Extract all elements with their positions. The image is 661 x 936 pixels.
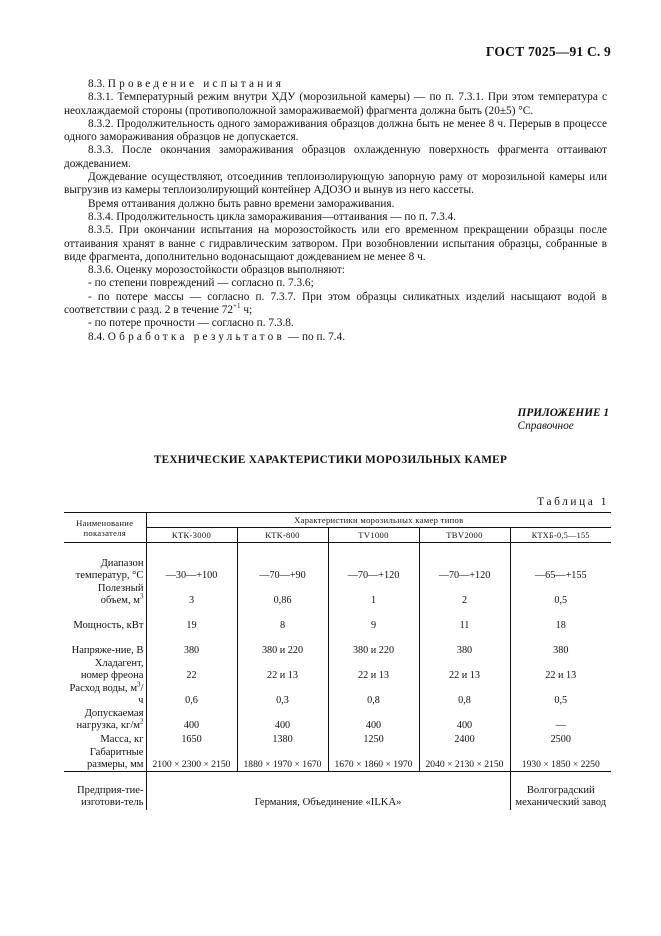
row-label: Напряже-ние, В [71,644,144,656]
table-cell: 1650 [146,732,237,746]
paragraph-damage: - по степени повреждений — согласно п. 7.3.6; [88,277,314,290]
table-cell: 3 [146,582,237,607]
table-cell: —70—+90 [237,543,328,583]
spaced-heading: Обработка результатов [107,330,285,343]
table-cell: 400 [146,707,237,732]
table-cell: 22 и 13 [510,657,611,682]
spaced-heading: Проведение испытания [107,78,285,90]
row-label: Хладагент, номер фреона [80,657,144,681]
appendix-title: ПРИЛОЖЕНИЕ 1 [517,407,609,419]
table-cell: 22 и 13 [419,657,510,682]
table-cell: 380 [146,632,237,657]
table-cell: 18 [510,607,611,632]
paragraph-8-3-5: 8.3.5. При окончании испытания на морозостойкость или его временном прекращении образцы после оттаивания хранят в ванне с гидравлическим затвором. При возобновлении испытания образцы, собранные в виде фрагмента, дополнительно водонасыщают дождеванием не менее 8 ч. [64,224,607,263]
table-cell: — [510,707,611,732]
table-cell: 22 и 13 [237,657,328,682]
paragraph-8-4: 8.4. Обработка результатов — по п. 7.4. [88,330,346,343]
row-label: Полезный объем, $м^3$ [97,582,144,606]
paragraph-rain: Дождевание осуществляют, отсоединив теплоизолирующую запорную раму от морозильной камеры или выгрузив из камеры теплоизолирующий контейнер АДОЗО и вынув из него кассеты. [64,171,607,197]
table-cell: 1380 [237,732,328,746]
table-cell: 8 [237,607,328,632]
table-cell: 0,8 [328,682,419,707]
paragraph-8-3-6: 8.3.6. Оценку морозостойкости образцов выполняют: [88,264,345,277]
table-cell: 380 и 220 [237,632,328,657]
paragraph-8-3-2: 8.3.2. Продолжительность одного замораживания образцов должна быть не менее 8 ч. Перерыв в процессе одного замораживания образцов не допускается. [64,117,607,144]
table-cell: 11 [419,607,510,632]
table-cell: —30—+100 [146,543,237,583]
manufacturer-germany: Германия, Объединение «ILKA» [146,772,510,810]
table-cell: 1250 [328,732,419,746]
table-cell: 0,6 [146,682,237,707]
table-cell: 9 [328,607,419,632]
row-label: Расход воды, $м^3/ч$ [69,680,144,706]
table-cell: 0,86 [237,582,328,607]
characteristics-table [64,512,611,810]
table-cell: 2 [419,582,510,607]
table-cell: 1 [328,582,419,607]
table-cell: 0,5 [510,682,611,707]
table-cell: 2500 [510,732,611,746]
paragraph-8-3: 8.3. Проведение испытания [88,78,285,90]
table-cell: 380 [419,632,510,657]
table-cell: 1930 × 1850 × 2250 [510,746,611,772]
table-cell: 0,8 [419,682,510,707]
table-cell: 400 [328,707,419,732]
table-cell: 1880 × 1970 × 1670 [237,746,328,772]
table-cell: 22 и 13 [328,657,419,682]
column-header: КТХБ-0,5—155 [510,528,611,543]
table-cell: 2100 × 2300 × 2150 [146,746,237,772]
column-header: КТК-3000 [146,528,237,543]
paragraph-thaw-time: Время оттаивания должно быть равно времени замораживания. [88,197,395,210]
table-cell: —70—+120 [328,543,419,583]
group-header: Характеристики морозильных камер типов [146,513,611,528]
table-cell: 380 [510,632,611,657]
table-cell: —65—+155 [510,543,611,583]
table-cell: 19 [146,607,237,632]
manufacturer-volgograd: Волгоградский механический завод [510,772,611,810]
section-8-text [64,78,607,344]
appendix-subtitle: Справочное [517,420,574,432]
table-cell: 400 [237,707,328,732]
table-cell: 2040 × 2130 × 2150 [419,746,510,772]
table-cell: 2400 [419,732,510,746]
paragraph-8-3-1: 8.3.1. Температурный режим внутри ХДУ (морозильной камеры) — по п. 7.3.1. При этом температура с неохлаждаемой стороны (противоположной замораживаемой) фрагмента должна быть (20±5) °С. [64,91,607,117]
row-label: Допускаемая нагрузка, $кг/м^2$ [76,707,144,731]
column-header: TBV2000 [419,528,510,543]
row-label: Габаритные размеры, мм [86,746,144,770]
table-cell: —70—+120 [419,543,510,583]
table-label: Таблица 1 [537,496,609,508]
row-label: Масса, кг [100,733,144,745]
paragraph-8-3-3: 8.3.3. После окончания замораживания образцов охлажденную поверхность фрагмента оттаивают дождеванием. [64,144,607,170]
paragraph-strength-loss: - по потере прочности — согласно п. 7.3.8. [88,317,294,330]
page-header: ГОСТ 7025—91 С. 9 [485,44,611,59]
table-cell: 0,5 [510,582,611,607]
row-label: Мощность, кВт [73,619,144,631]
column-header: TV1000 [328,528,419,543]
table-cell: 1670 × 1860 × 1970 [328,746,419,772]
table-cell: 380 и 220 [328,632,419,657]
paragraph-mass-loss: - по потере массы — согласно п. 7.3.7. При этом образцы силикатных изделий насыщают водой в соответствии с разд. 2 в течение $72^{+1}$ ч; [64,290,607,317]
paragraph-8-3-4: 8.3.4. Продолжительность цикла замораживания—оттаивания — по п. 7.3.4. [88,210,457,223]
table-cell: 400 [419,707,510,732]
corner-header: Наименование показателя [64,513,146,543]
appendix-label [518,407,609,433]
column-header: КТК-800 [237,528,328,543]
row-label-manufacturer: Предприя-тие-изготови-тель [64,772,146,810]
table-cell: 0,3 [237,682,328,707]
section-title: ТЕХНИЧЕСКИЕ ХАРАКТЕРИСТИКИ МОРОЗИЛЬНЫХ КАМЕР [153,454,508,466]
row-label: Диапазон температур, °С [75,557,144,581]
table-cell: 22 [146,657,237,682]
